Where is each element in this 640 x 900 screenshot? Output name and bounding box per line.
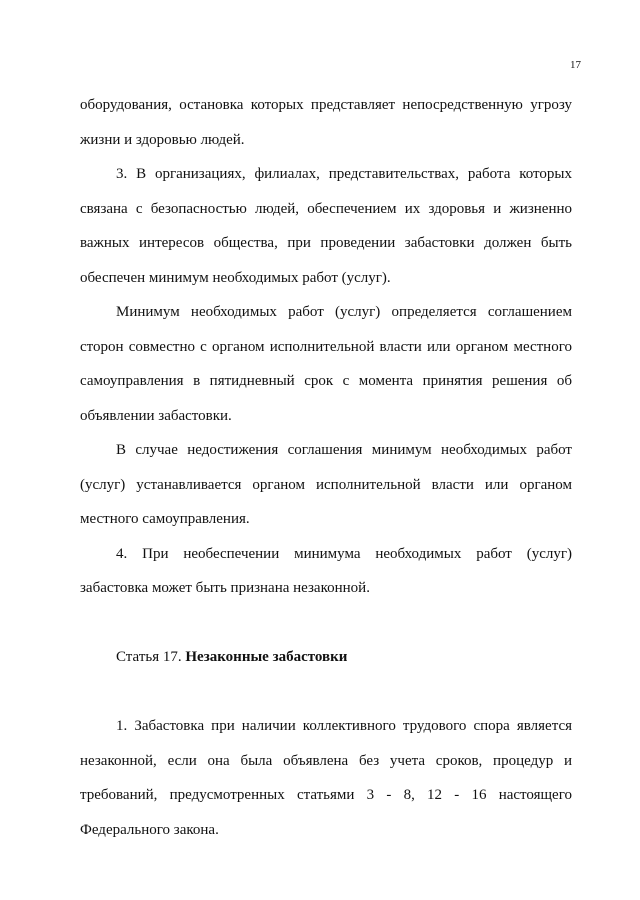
paragraph-minimum-works: Минимум необходимых работ (услуг) определяется соглашением сторон совместно с органом исполнительной власти или органом местного самоуправления в пятидневный срок с момента принятия решения об объявлении забастовки. [80,304,572,424]
spacer [80,606,572,641]
paragraph-no-agreement: В случае недостижения соглашения минимум необходимых работ (услуг) устанавливается органом исполнительной власти или органом местного самоуправления. [80,442,572,527]
spacer [80,675,572,710]
paragraph-item-3: 3. В организациях, филиалах, представительствах, работа которых связана с безопасностью людей, обеспечением их здоровья и жизненно важных интересов общества, при проведении забастовки должен быть обеспечен минимум необходимых работ (услуг). [80,166,572,286]
document-body [80,88,572,847]
article-title: Незаконные забастовки [185,649,348,665]
page-number: 17 [570,59,581,71]
article-label: Статья 17. [116,649,182,665]
paragraph-item-4: 4. При необеспечении минимума необходимых работ (услуг) забастовка может быть признана незаконной. [80,545,572,596]
paragraph-article-item-1: 1. Забастовка при наличии коллективного трудового спора является незаконной, если она была объявлена без учета сроков, процедур и требований, предусмотренных статьями 3 - 8, 12 - 16 настоящего Федерального закона. [80,718,572,838]
article-heading [80,640,572,675]
paragraph-continuation: оборудования, остановка которых представляет непосредственную угрозу жизни и здоровью людей. [80,97,572,148]
